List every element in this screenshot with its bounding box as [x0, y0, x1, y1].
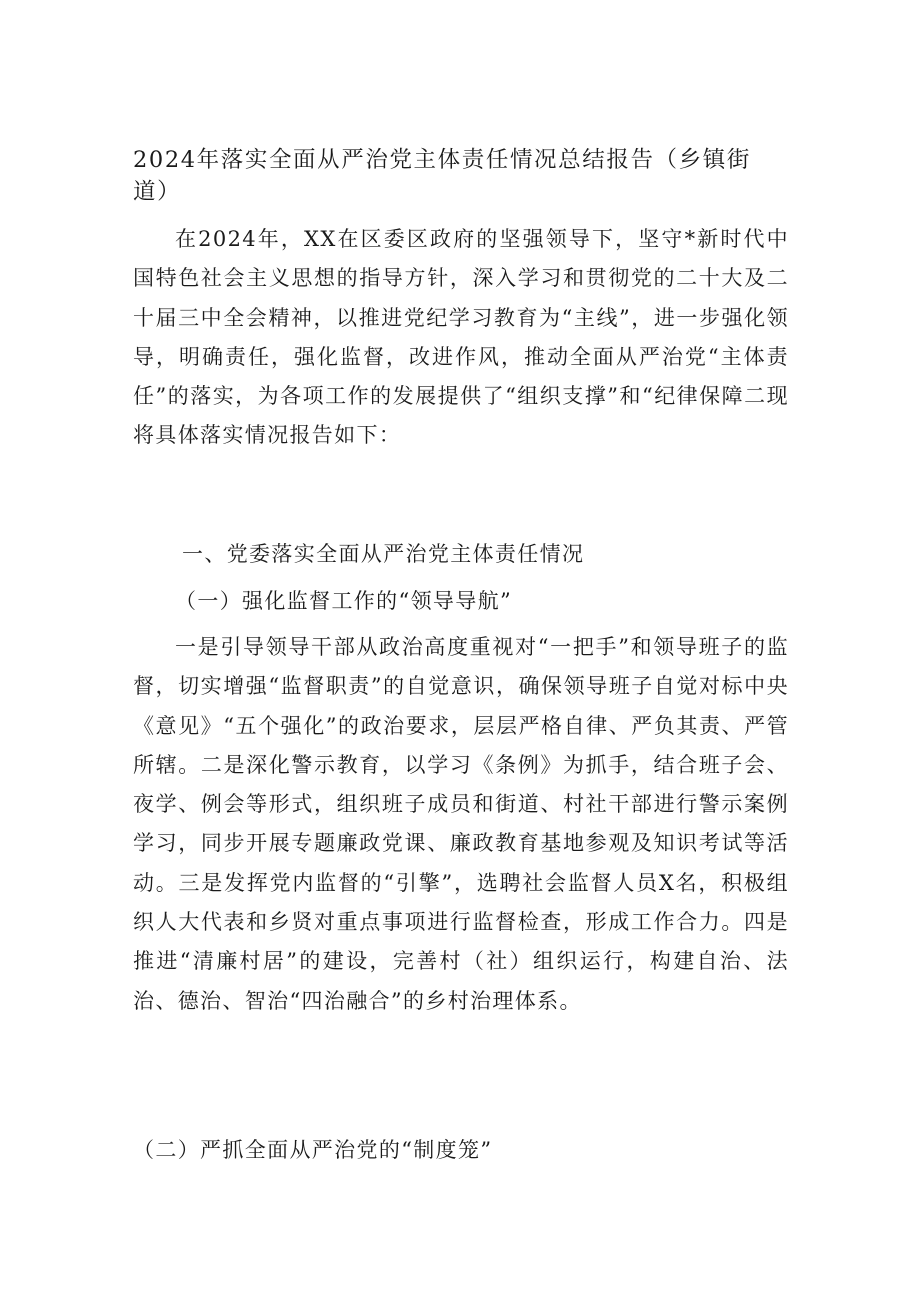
- intro-paragraph: 在2024年，XX在区委区政府的坚强领导下，坚守*新时代中国特色社会主义思想的指导方针，深入学习和贯彻党的二十大及二十届三中全会精神，以推进党纪学习教育为“主线”，进一步强化领导，明确责任，强化监督，改进作风，推动全面从严治党“主体责任”的落实，为各项工作的发展提供了“组织支撑”和“纪律保障二现将具体落实情况报告如下：: [133, 227, 789, 448]
- section-heading-1: 一、党委落实全面从严治党主体责任情况: [182, 542, 585, 566]
- subsection-heading-2: （二）严抓全面从严治党的“制度笼”: [133, 1138, 493, 1162]
- document-title: 2024年落实全面从严治党主体责任情况总结报告（乡镇街道）: [133, 147, 751, 205]
- subsection-1-body: 一是引导领导干部从政治高度重视对“一把手”和领导班子的监督，切实增强“监督职责”的自觉意识，确保领导班子自觉对标中央《意见》“五个强化”的政治要求，层层严格自律、严负其责、严管所辖。二是深化警示教育，以学习《条例》为抓手，结合班子会、夜学、例会等形式，组织班子成员和街道、村社干部进行警示案例学习，同步开展专题廉政党课、廉政教育基地参观及知识考试等活动。三是发挥党内监督的“引擎”，选聘社会监督人员X名，积极组织人大代表和乡贤对重点事项进行监督检查，形成工作合力。四是推进“清廉村居”的建设，完善村（社）组织运行，构建自治、法治、德治、智治“四治融合”的乡村治理体系。: [133, 635, 789, 1013]
- subsection-heading-1: （一）强化监督工作的“领导导航”: [175, 589, 513, 613]
